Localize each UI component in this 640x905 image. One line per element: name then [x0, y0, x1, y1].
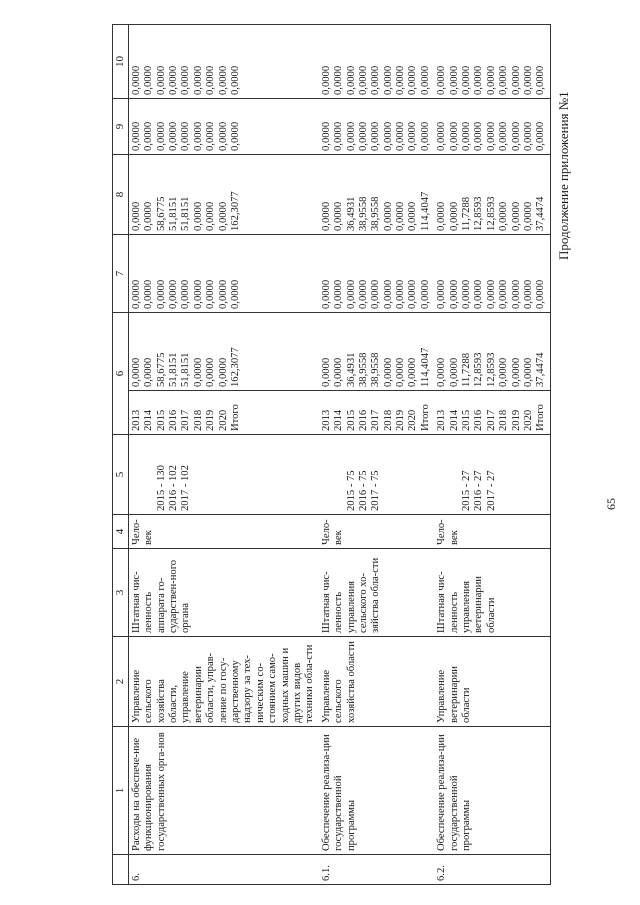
funding-col-10-value: 0,0000: [229, 65, 241, 95]
unit-of-measure-cell: [319, 515, 435, 549]
funding-col-8-value: 38,9558: [370, 196, 382, 231]
funding-col-7-value: 0,0000: [192, 279, 204, 309]
target-indicator-values-value: 2017 - 27: [485, 470, 497, 511]
target-indicator-values-cell: [319, 435, 435, 515]
year-list-value: 2014: [448, 409, 460, 431]
funding-col-8-value: 0,0000: [395, 201, 407, 231]
funding-total-col-6-value: 12,8593: [473, 352, 485, 387]
funding-total-col-6-value: 0,0000: [382, 357, 394, 387]
target-indicator-values-value: 2015 - 130: [155, 465, 167, 511]
funding-col-9-value: 0,0000: [229, 121, 241, 151]
funding-col-9-value: 0,0000: [395, 121, 407, 151]
header-cell-4: 4: [113, 515, 129, 549]
funding-total-col-6-value: 36,4931: [345, 352, 357, 387]
program-budget-table: [112, 24, 551, 885]
funding-col-9-value: 0,0000: [168, 121, 180, 151]
unit-of-measure: Чело-век: [320, 519, 345, 545]
funding-col-9-value: 0,0000: [510, 121, 522, 151]
funding-col-7-value: 0,0000: [155, 279, 167, 309]
funding-total-col-6-value: 38,9558: [357, 352, 369, 387]
funding-total-col-6-value: 0,0000: [395, 357, 407, 387]
funding-col-10-cell: [128, 25, 318, 99]
year-list-value: 2019: [510, 409, 522, 431]
funding-col-7-cell: [319, 235, 435, 313]
funding-col-10-value: 0,0000: [485, 65, 497, 95]
target-indicator-values-value: 2017 - 102: [180, 465, 192, 511]
funding-col-9-value: 0,0000: [192, 121, 204, 151]
responsible-executor: Управление ветеринарии области: [436, 666, 473, 723]
funding-col-7-value: 0,0000: [436, 279, 448, 309]
funding-col-9-value: 0,0000: [345, 121, 357, 151]
funding-col-8-value: 11,7288: [461, 196, 473, 231]
funding-col-9-value: 0,0000: [419, 121, 431, 151]
funding-total-col-6-value: 38,9558: [370, 352, 382, 387]
funding-col-9-cell: [319, 99, 435, 155]
funding-col-8-value: 162,3077: [229, 191, 241, 231]
funding-total-col-6-value: 114,4047: [419, 347, 431, 387]
funding-col-8-value: 58,6775: [155, 196, 167, 231]
year-list-value: 2015: [461, 409, 473, 431]
funding-col-9-value: 0,0000: [370, 121, 382, 151]
responsible-executor-cell: [128, 637, 318, 727]
funding-col-10-value: 0,0000: [345, 65, 357, 95]
funding-col-10-value: 0,0000: [143, 65, 155, 95]
funding-total-col-6-value: 0,0000: [407, 357, 419, 387]
funding-col-9-cell: [128, 99, 318, 155]
funding-col-8-value: 37,4474: [535, 196, 547, 231]
table-row: [434, 25, 550, 885]
funding-col-9-value: 0,0000: [436, 121, 448, 151]
event-name-cell: [434, 727, 550, 855]
header-cell-2: 2: [113, 637, 129, 727]
spacer-line: [449, 438, 461, 511]
funding-col-10-value: 0,0000: [333, 65, 345, 95]
page-number: 65: [604, 498, 618, 510]
indicator-name-cell: [128, 549, 318, 637]
funding-col-8-cell: [434, 155, 550, 235]
funding-total-col-6-value: 0,0000: [448, 357, 460, 387]
funding-total-col-6-value: 0,0000: [130, 357, 142, 387]
funding-col-9-value: 0,0000: [448, 121, 460, 151]
table-row: [319, 25, 435, 885]
target-indicator-values-value: 2015 - 27: [461, 470, 473, 511]
unit-of-measure-cell: [434, 515, 550, 549]
funding-col-8-value: 36,4931: [345, 196, 357, 231]
funding-col-10-cell: [319, 25, 435, 99]
event-name: Обеспечение реализа-ции государственной программы: [320, 734, 357, 851]
funding-total-col-6-cell: [128, 313, 318, 391]
funding-total-col-6-value: 51,8151: [180, 352, 192, 387]
funding-col-8-value: 12,8593: [485, 196, 497, 231]
funding-total-col-6-value: 0,0000: [320, 357, 332, 387]
header-cell-3: 3: [113, 549, 129, 637]
funding-col-8-value: 0,0000: [522, 201, 534, 231]
funding-total-col-6-cell: [434, 313, 550, 391]
year-list-value: 2013: [130, 409, 142, 431]
funding-col-7-value: 0,0000: [345, 279, 357, 309]
funding-col-8-value: 0,0000: [382, 201, 394, 231]
funding-col-8-value: 51,8151: [168, 196, 180, 231]
funding-col-8-value: 0,0000: [217, 201, 229, 231]
responsible-executor: Управление сельского хозяйства области, управление ветеринарии области, управ-ление по госу-дарственному надзору за тех-ническим со-стоянием само-ходных машин и других видов техники обла-сти: [130, 644, 316, 723]
funding-col-7-value: 0,0000: [370, 279, 382, 309]
unit-of-measure: Чело-век: [130, 519, 155, 545]
funding-col-8-value: 0,0000: [448, 201, 460, 231]
funding-col-7-value: 0,0000: [180, 279, 192, 309]
spacer-line: [333, 438, 345, 511]
funding-col-10-value: 0,0000: [407, 65, 419, 95]
funding-col-10-value: 0,0000: [535, 65, 547, 95]
funding-col-10-value: 0,0000: [217, 65, 229, 95]
funding-col-7-value: 0,0000: [382, 279, 394, 309]
funding-col-10-value: 0,0000: [522, 65, 534, 95]
header-cell-id: [113, 855, 129, 885]
funding-col-9-value: 0,0000: [522, 121, 534, 151]
funding-col-7-value: 0,0000: [130, 279, 142, 309]
funding-col-9-value: 0,0000: [320, 121, 332, 151]
funding-col-9-value: 0,0000: [485, 121, 497, 151]
indicator-name: Штатная чис-ленность аппарата го-сударствен-ного органа: [130, 559, 192, 633]
year-list-value: 2016: [168, 409, 180, 431]
year-list-value: 2017: [370, 409, 382, 431]
funding-col-7-value: 0,0000: [407, 279, 419, 309]
funding-col-9-value: 0,0000: [143, 121, 155, 151]
year-list-value: 2013: [436, 409, 448, 431]
year-list-value: 2015: [155, 409, 167, 431]
funding-col-10-value: 0,0000: [155, 65, 167, 95]
header-cell-8: 8: [113, 155, 129, 235]
funding-total-col-6-value: 11,7288: [461, 352, 473, 387]
funding-col-7-cell: [128, 235, 318, 313]
unit-of-measure: Чело-век: [436, 519, 460, 545]
funding-col-7-value: 0,0000: [522, 279, 534, 309]
funding-col-9-value: 0,0000: [498, 121, 510, 151]
event-name-cell: [319, 727, 435, 855]
year-list-value: 2018: [382, 409, 394, 431]
year-list-value: 2020: [522, 409, 534, 431]
funding-col-9-value: 0,0000: [217, 121, 229, 151]
funding-col-9-value: 0,0000: [333, 121, 345, 151]
event-name-cell: [128, 727, 318, 855]
funding-col-8-value: 0,0000: [436, 201, 448, 231]
funding-col-8-value: 0,0000: [320, 201, 332, 231]
funding-total-col-6-value: 12,8593: [485, 352, 497, 387]
funding-col-8-value: 0,0000: [333, 201, 345, 231]
row-number: 6.2.: [436, 865, 448, 881]
funding-col-10-value: 0,0000: [395, 65, 407, 95]
funding-total-col-6-value: 0,0000: [205, 357, 217, 387]
table-row: [128, 25, 318, 885]
target-indicator-values-value: 2015 - 75: [345, 470, 357, 511]
event-name: Обеспечение реализа-ции государственной программы: [436, 734, 473, 851]
table-body: [128, 25, 550, 885]
year-list-value: 2020: [407, 409, 419, 431]
funding-total-col-6-value: 58,6775: [155, 352, 167, 387]
year-list-value: 2017: [485, 409, 497, 431]
funding-col-7-value: 0,0000: [357, 279, 369, 309]
funding-col-9-value: 0,0000: [461, 121, 473, 151]
target-indicator-values-value: 2016 - 102: [168, 465, 180, 511]
year-list-value: Итого: [419, 404, 431, 431]
funding-col-8-value: 38,9558: [357, 196, 369, 231]
funding-col-9-value: 0,0000: [155, 121, 167, 151]
funding-col-8-cell: [128, 155, 318, 235]
funding-total-col-6-value: 0,0000: [436, 357, 448, 387]
event-name: Расходы на обеспече-ние функционирования государственных орга-нов: [130, 732, 167, 851]
funding-col-8-value: 12,8593: [473, 196, 485, 231]
unit-of-measure-cell: [128, 515, 318, 549]
funding-col-10-value: 0,0000: [205, 65, 217, 95]
funding-col-10-value: 0,0000: [192, 65, 204, 95]
funding-total-col-6-value: 0,0000: [522, 357, 534, 387]
funding-col-10-value: 0,0000: [168, 65, 180, 95]
funding-total-col-6-value: 0,0000: [192, 357, 204, 387]
row-number-cell: [319, 855, 435, 885]
header-cell-6: 6: [113, 313, 129, 435]
year-list-value: 2019: [395, 409, 407, 431]
indicator-name: Штатная чис-ленность управления ветеринарии области: [436, 571, 497, 633]
year-list-value: 2018: [192, 409, 204, 431]
year-list-value: 2017: [180, 409, 192, 431]
funding-col-7-value: 0,0000: [143, 279, 155, 309]
funding-col-8-cell: [319, 155, 435, 235]
funding-col-7-value: 0,0000: [485, 279, 497, 309]
funding-total-col-6-value: 0,0000: [333, 357, 345, 387]
spacer-line: [321, 438, 333, 511]
indicator-name-cell: [319, 549, 435, 637]
target-indicator-values-value: 2016 - 75: [357, 470, 369, 511]
funding-col-10-cell: [434, 25, 550, 99]
funding-col-8-value: 0,0000: [407, 201, 419, 231]
funding-col-7-value: 0,0000: [217, 279, 229, 309]
funding-col-9-value: 0,0000: [473, 121, 485, 151]
year-list-value: Итого: [229, 404, 241, 431]
funding-col-10-value: 0,0000: [436, 65, 448, 95]
funding-col-10-value: 0,0000: [461, 65, 473, 95]
funding-col-7-value: 0,0000: [535, 279, 547, 309]
target-indicator-values-value: 2016 - 27: [473, 470, 485, 511]
funding-col-8-value: 0,0000: [498, 201, 510, 231]
funding-col-8-value: 114,4047: [419, 191, 431, 231]
funding-col-9-value: 0,0000: [180, 121, 192, 151]
year-list-value: 2016: [473, 409, 485, 431]
funding-col-8-value: 0,0000: [510, 201, 522, 231]
funding-col-7-value: 0,0000: [419, 279, 431, 309]
funding-col-9-value: 0,0000: [357, 121, 369, 151]
year-list-cell: [434, 391, 550, 435]
header-cell-9: 9: [113, 99, 129, 155]
funding-total-col-6-value: 0,0000: [217, 357, 229, 387]
row-number-cell: [434, 855, 550, 885]
funding-col-7-value: 0,0000: [229, 279, 241, 309]
funding-col-8-value: 0,0000: [143, 201, 155, 231]
spacer-line: [436, 438, 448, 511]
year-list-value: 2019: [205, 409, 217, 431]
funding-col-7-cell: [434, 235, 550, 313]
funding-col-8-value: 51,8151: [180, 196, 192, 231]
funding-col-7-value: 0,0000: [498, 279, 510, 309]
funding-col-10-value: 0,0000: [473, 65, 485, 95]
responsible-executor: Управление сельского хозяйства области: [320, 641, 357, 723]
funding-col-9-value: 0,0000: [205, 121, 217, 151]
funding-col-8-value: 0,0000: [130, 201, 142, 231]
year-list-value: 2018: [498, 409, 510, 431]
funding-col-10-value: 0,0000: [180, 65, 192, 95]
funding-col-7-value: 0,0000: [461, 279, 473, 309]
indicator-name-cell: [434, 549, 550, 637]
funding-total-col-6-value: 0,0000: [143, 357, 155, 387]
row-number: 6.: [130, 873, 142, 881]
year-list-cell: [319, 391, 435, 435]
year-list-cell: [128, 391, 318, 435]
year-list-value: 2014: [333, 409, 345, 431]
funding-col-8-value: 0,0000: [205, 201, 217, 231]
spacer-line: [131, 438, 143, 511]
funding-col-10-value: 0,0000: [448, 65, 460, 95]
header-row: [113, 25, 129, 885]
funding-col-10-value: 0,0000: [370, 65, 382, 95]
funding-col-7-value: 0,0000: [205, 279, 217, 309]
funding-col-9-cell: [434, 99, 550, 155]
header-cell-5: 5: [113, 435, 129, 515]
funding-total-col-6-value: 0,0000: [498, 357, 510, 387]
funding-col-10-value: 0,0000: [498, 65, 510, 95]
row-number-cell: [128, 855, 318, 885]
responsible-executor-cell: [319, 637, 435, 727]
funding-col-10-value: 0,0000: [382, 65, 394, 95]
funding-col-9-value: 0,0000: [130, 121, 142, 151]
funding-col-9-value: 0,0000: [382, 121, 394, 151]
funding-col-9-value: 0,0000: [407, 121, 419, 151]
funding-col-7-value: 0,0000: [320, 279, 332, 309]
funding-total-col-6-value: 37,4474: [535, 352, 547, 387]
year-list-value: 2016: [357, 409, 369, 431]
header-cell-10: 10: [113, 25, 129, 99]
year-list-value: 2015: [345, 409, 357, 431]
year-list-value: 2014: [143, 409, 155, 431]
responsible-executor-cell: [434, 637, 550, 727]
funding-col-7-value: 0,0000: [395, 279, 407, 309]
row-number: 6.1.: [320, 865, 332, 881]
funding-col-8-value: 0,0000: [192, 201, 204, 231]
funding-col-7-value: 0,0000: [333, 279, 345, 309]
indicator-name: Штатная чис-ленность управления сельского хо-зяйства обла-сти: [320, 557, 382, 633]
year-list-value: 2020: [217, 409, 229, 431]
funding-total-col-6-value: 0,0000: [510, 357, 522, 387]
year-list-value: 2013: [320, 409, 332, 431]
funding-total-col-6-value: 51,8151: [168, 352, 180, 387]
funding-col-7-value: 0,0000: [510, 279, 522, 309]
target-indicator-values-cell: [128, 435, 318, 515]
header-cell-7: 7: [113, 235, 129, 313]
funding-col-9-value: 0,0000: [535, 121, 547, 151]
target-indicator-values-cell: [434, 435, 550, 515]
appendix-continuation-note: Продолжение приложения №1: [556, 91, 571, 260]
funding-col-7-value: 0,0000: [473, 279, 485, 309]
header-cell-1: 1: [113, 727, 129, 855]
funding-col-10-value: 0,0000: [510, 65, 522, 95]
funding-col-10-value: 0,0000: [419, 65, 431, 95]
funding-total-col-6-cell: [319, 313, 435, 391]
funding-col-7-value: 0,0000: [448, 279, 460, 309]
funding-col-10-value: 0,0000: [357, 65, 369, 95]
funding-col-10-value: 0,0000: [320, 65, 332, 95]
funding-total-col-6-value: 162,3077: [229, 347, 241, 387]
funding-col-10-value: 0,0000: [130, 65, 142, 95]
target-indicator-values-value: 2017 - 75: [370, 470, 382, 511]
year-list-value: Итого: [535, 404, 547, 431]
spacer-line: [143, 438, 155, 511]
funding-col-7-value: 0,0000: [168, 279, 180, 309]
